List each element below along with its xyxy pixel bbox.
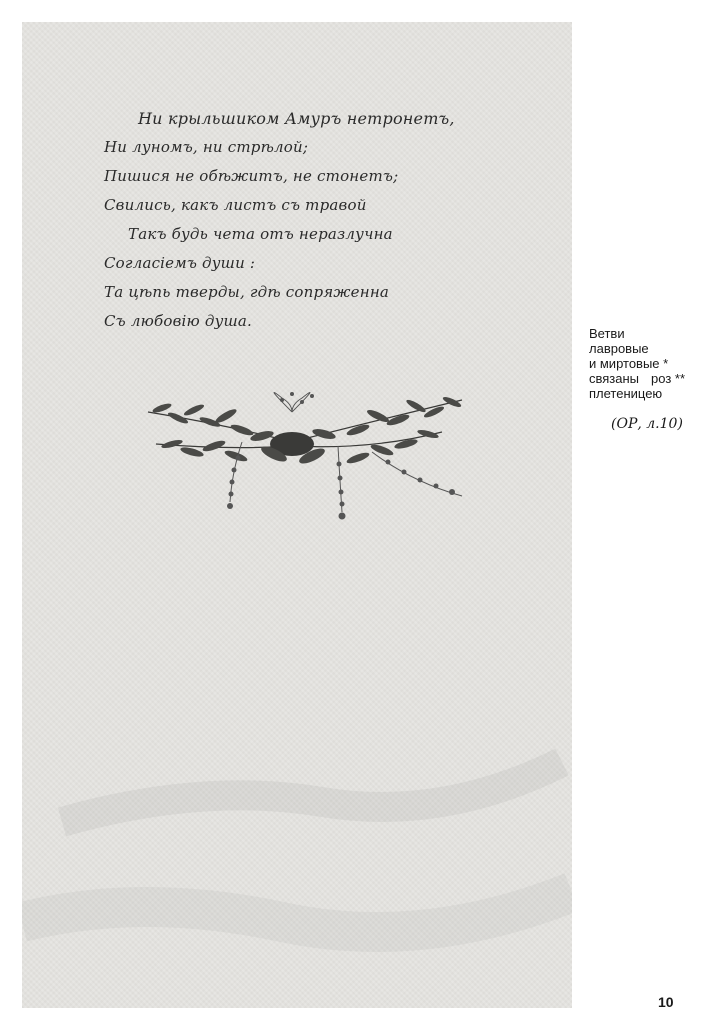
manuscript-plate bbox=[22, 22, 572, 1008]
caption-line: лавровые bbox=[589, 341, 649, 356]
poem-line: Ни крыльшиком Амуръ нетронетъ, bbox=[138, 109, 455, 128]
footnote-mark: ** bbox=[674, 371, 686, 386]
caption-text: связаны bbox=[589, 371, 640, 386]
caption-line: плетеницею bbox=[589, 386, 663, 401]
caption-text: и миртовые bbox=[589, 356, 660, 371]
illustration-caption bbox=[589, 326, 713, 401]
poem-line: Такъ будь чета отъ неразлучна bbox=[128, 225, 393, 243]
poem-line: Пишися не обѣжитъ, не стонетъ; bbox=[104, 167, 399, 185]
poem-line: Ни луномъ, ни стрѣлой; bbox=[104, 138, 309, 156]
caption-text: роз bbox=[651, 371, 672, 386]
poem-line: Съ любовію душа. bbox=[104, 312, 253, 330]
caption-source-reference: (ОР, л.10) bbox=[611, 416, 683, 432]
poem-line: Та цѣпь тверды, гдѣ сопряженна bbox=[104, 283, 390, 301]
footnote-mark: * bbox=[663, 356, 669, 371]
caption-line: Ветви bbox=[589, 326, 625, 341]
page-number: 10 bbox=[658, 994, 674, 1010]
poem-line: Свились, какъ листъ съ травой bbox=[104, 196, 367, 214]
handwritten-poem bbox=[104, 104, 564, 336]
caption-line bbox=[589, 356, 713, 371]
caption-line bbox=[589, 371, 713, 386]
laurel-myrtle-garland-illustration bbox=[142, 372, 472, 532]
poem-line: Согласіемъ души : bbox=[104, 254, 256, 272]
